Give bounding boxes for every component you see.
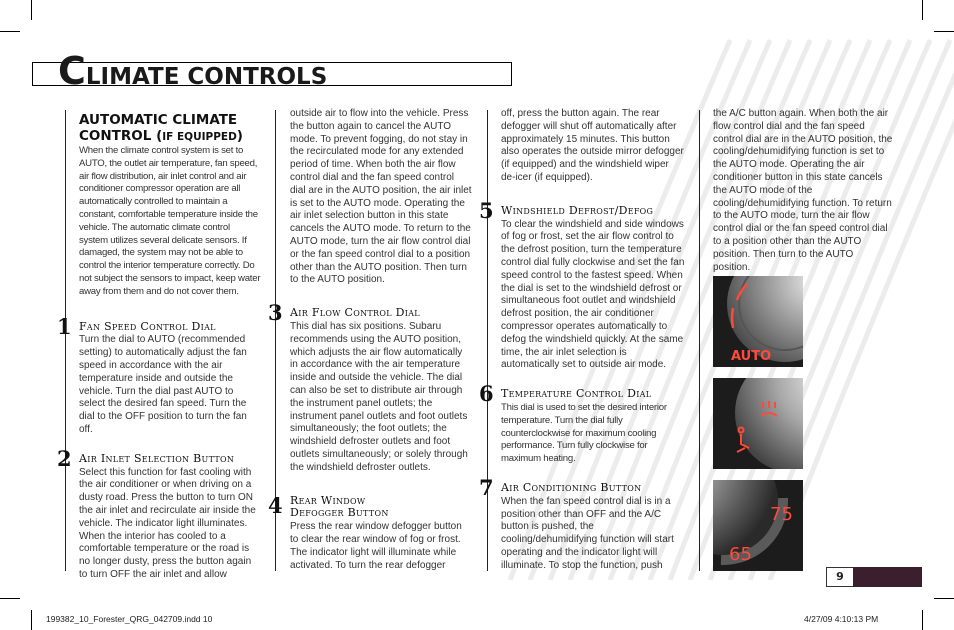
- section-4-title-line1: Rear Window: [290, 493, 366, 507]
- crop-mark: [934, 598, 954, 599]
- temperature-label-65: 65: [729, 544, 752, 565]
- intro-heading-main: CONTROL (: [79, 128, 163, 144]
- section-2-body: Select this function for fast cooling with the air conditioner or when driving on a dusty road. Press the button to turn ON the air inlet and recirculate air inside the vehicle. The indicator light illuminates. When the interior has cooled to a comfortable temperature or the road is no longer dusty, press the button again to turn OFF the air inlet and allow: [79, 466, 256, 580]
- section-4-body: Press the rear window defogger button to clear the rear window of fog or frost. The indicator light will illuminate while activated. To turn the rear defogger: [290, 521, 462, 571]
- section-5-heading: [479, 197, 685, 223]
- section-3-title: Air Flow Control Dial: [290, 306, 420, 320]
- section-6-body: This dial is used to set the desired interior temperature. Turn the dial fully counterclockwise for maximum cooling performance. Turn fully clockwise for maximum heating.: [501, 401, 667, 465]
- intro-heading-small: IF EQUIPPED: [162, 131, 237, 143]
- section-5-number: 5: [479, 197, 494, 223]
- column-1: [57, 112, 261, 582]
- intro-heading-line2: [79, 128, 261, 145]
- title-rest: LIMATE CONTROLS: [85, 64, 328, 90]
- section-3-number: 3: [268, 300, 283, 326]
- crop-mark: [0, 598, 20, 599]
- column-rule: [487, 110, 488, 571]
- crop-mark: [31, 610, 32, 630]
- section-1-number: 1: [57, 313, 72, 339]
- intro-heading: [79, 112, 261, 145]
- footer-file: 199382_10_Forester_QRG_042709.indd 10: [46, 614, 213, 624]
- crop-mark: [0, 31, 20, 32]
- column-rule: [65, 110, 66, 571]
- section-1-body: Turn the dial to AUTO (recommended setting) to automatically adjust the fan speed in accordance with the air temperature inside and outside the vehicle. Turn the dial past AUTO to select the desired fan speed. Turn the dial to the OFF position to turn the fan off.: [79, 334, 247, 435]
- section-3-heading: [268, 300, 472, 326]
- section-6-heading: [479, 381, 685, 407]
- column-rule: [699, 110, 700, 571]
- section-7-title: Air Conditioning Button: [501, 480, 642, 494]
- crop-mark: [922, 610, 923, 630]
- section-6-title: Temperature Control Dial: [501, 387, 652, 401]
- temperature-dial-photo: [713, 480, 803, 571]
- section-2-heading: [57, 445, 261, 471]
- temperature-label-75: 75: [770, 504, 793, 525]
- section-7-continued: the A/C button again. When both the air flow control dial and the fan speed control dial are in the AUTO position, the cooling/dehumidifying function is set to the AUTO mode. Operating the air conditioner button in this state cancels the AUTO mode of the cooling/dehumidifying function. To return to the AUTO mode, turn the air flow control dial or the fan speed control dial to a position other than the AUTO position. Then turn to the AUTO position.: [713, 108, 893, 273]
- crop-mark: [922, 0, 923, 20]
- section-2-number: 2: [57, 445, 72, 471]
- intro-body: When the climate control system is set to AUTO, the outlet air temperature, fan speed, air flow distribution, air inlet control and air conditioner compressor operation are all automatically controlled to maintain a constant, comfortable temperature inside the vehicle. The automatic climate control system utilizes several delicate sensors. If damaged, the system may not be able to control the interior temperature correctly. Do not subject the sensors to impact, keep water away from them and do not cover them.: [79, 145, 261, 297]
- section-4-title-line2: Defogger Button: [290, 506, 389, 520]
- section-7-body: When the fan speed control dial is in a position other than OFF and the A/C button is pushed, the cooling/dehumidifying function will start operating and the indicator light will illuminate. To stop the function, push: [501, 495, 674, 571]
- section-3-body: This dial has six positions. Subaru recommends using the AUTO position, which adjusts the air flow automatically in accordance with the air temperature inside and outside the vehicle. The dial can also be set to distribute air through the instrument panel outlets; the instrument panel outlets and foot outlets simultaneously; the foot outlets; the windshield defroster outlets and foot outlets simultaneously; or solely through the windshield defroster outlets.: [290, 320, 468, 473]
- section-4-number: 4: [268, 492, 283, 518]
- section-5-body: To clear the windshield and side windows of fog or frost, set the air flow control to the defrost position, turn the temperature control dial fully clockwise and set the fan speed control to the fastest speed. When the dial is set to the windshield defrost or simultaneous foot outlet and windshield defrost position, the air conditioner compressor operates automatically to defog the windshield quickly. At the same time, the air inlet selection is automatically set to outside air mode.: [501, 218, 685, 371]
- title-initial: C: [58, 49, 86, 93]
- footer-date: 4/27/09 4:10:13 PM: [804, 614, 879, 624]
- section-1-title: Fan Speed Control Dial: [79, 319, 216, 333]
- air-flow-dial-photo: [713, 378, 803, 469]
- section-5-title: Windshield Defrost/Defog: [501, 203, 654, 217]
- page-accent-bar: [853, 567, 922, 587]
- section-1-heading: [57, 313, 261, 339]
- section-7-heading: [479, 474, 685, 500]
- column-2: [268, 108, 472, 572]
- section-4-heading: [268, 492, 472, 521]
- section-4-continued: off, press the button again. The rear defogger will shut off automatically after approximately 15 minutes. This button also operates the outside mirror defogger (if equipped) and the windshield wiper de-icer (if equipped).: [501, 108, 684, 183]
- section-7-number: 7: [479, 474, 494, 500]
- section-6-number: 6: [479, 381, 494, 407]
- intro-heading-end: ): [236, 128, 243, 144]
- column-4: [713, 108, 893, 274]
- intro-heading-line1: AUTOMATIC CLIMATE: [79, 112, 238, 128]
- section-2-title: Air Inlet Selection Button: [79, 451, 235, 465]
- crop-mark: [31, 0, 32, 20]
- fan-speed-dial-photo: [713, 276, 803, 367]
- page-number: 9: [826, 567, 854, 587]
- column-3: [479, 108, 685, 573]
- auto-label: AUTO: [731, 349, 772, 364]
- page-title: [58, 49, 328, 93]
- section-2-continued: outside air to flow into the vehicle. Press the button again to cancel the AUTO mode. To prevent fogging, do not stay in the recirculated mode for any extended period of time. When both the air flow control dial and the fan speed control dial are in the AUTO position, the air inlet is set to the AUTO mode. Operating the air inlet selection button in this state cancels the AUTO mode. To return to the AUTO mode, turn the air flow control dial or the fan speed control dial to a position other than the AUTO position. Then turn to the AUTO position.: [290, 108, 472, 286]
